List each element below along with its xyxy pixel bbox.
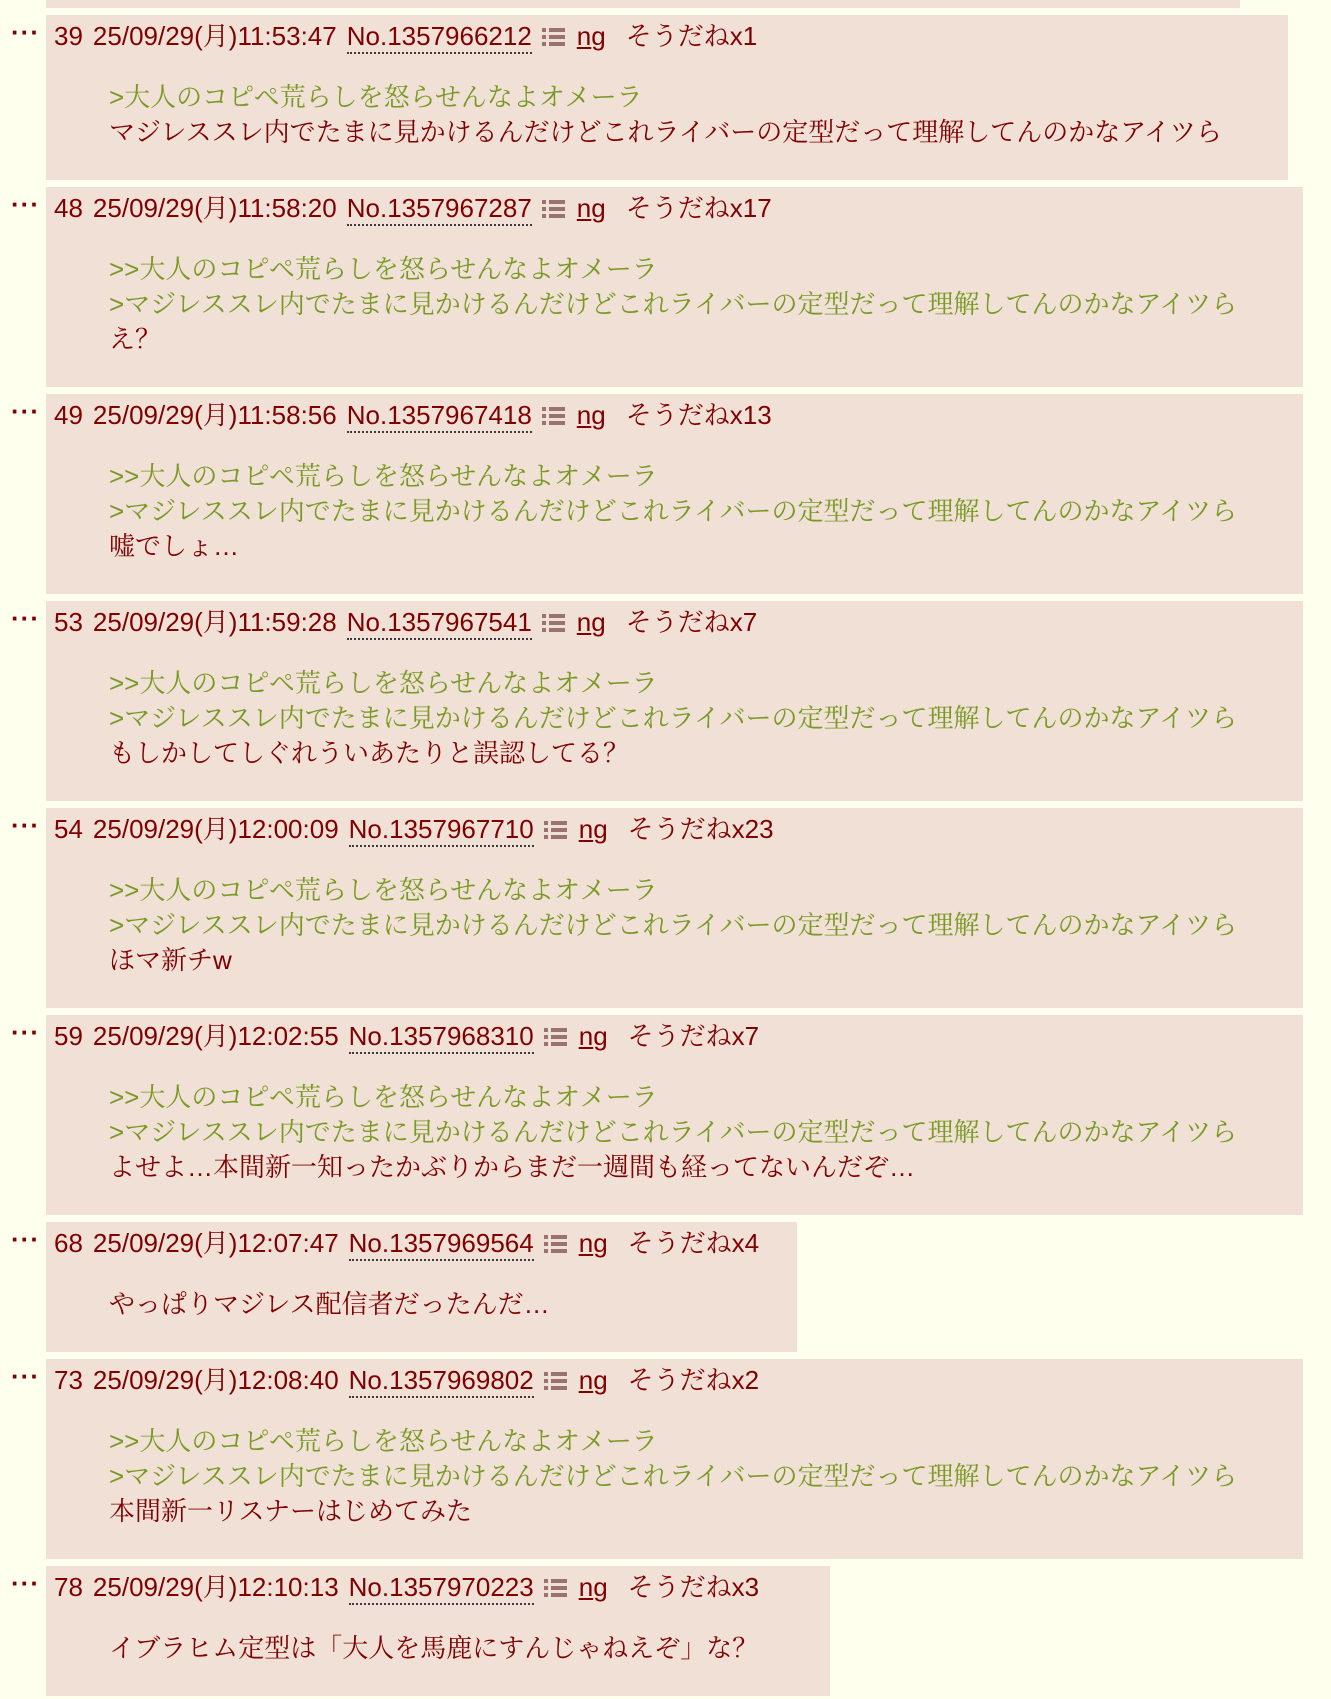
post-no-link[interactable]: No.1357968310: [349, 1021, 534, 1054]
post-body: [109, 459, 1295, 564]
quote-line: >マジレススレ内でたまに見かけるんだけどこれライバーの定型だって理解してんのかなアイツら: [109, 1117, 1238, 1147]
post-body: [109, 1080, 1295, 1185]
list-menu-icon[interactable]: [542, 611, 565, 630]
post-no-link[interactable]: No.1357966212: [347, 21, 532, 54]
post-number: 48: [54, 193, 83, 223]
post-number: 68: [54, 1228, 83, 1258]
quote-line: >>大人のコピペ荒らしを怒らせんなよオメーラ: [109, 875, 658, 905]
list-menu-icon[interactable]: [544, 1369, 567, 1388]
list-menu-icon[interactable]: [542, 25, 565, 44]
post-box: [46, 187, 1303, 387]
post-date: 25/09/29(月)11:53:47: [92, 21, 337, 51]
quote-line: >マジレススレ内でたまに見かけるんだけどこれライバーの定型だって理解してんのかなアイツら: [109, 496, 1238, 526]
post-number: 49: [54, 400, 83, 430]
body-line: ほマ新チw: [109, 945, 232, 975]
ng-link[interactable]: ng: [576, 21, 606, 51]
post-date: 25/09/29(月)12:00:09: [92, 814, 339, 844]
post-menu-dots[interactable]: ···: [11, 396, 40, 426]
body-line: マジレススレ内でたまに見かけるんだけどこれライバーの定型だって理解してんのかなアイツら: [109, 117, 1222, 147]
post: [0, 1222, 1331, 1352]
ng-link[interactable]: ng: [578, 1228, 608, 1258]
post-date: 25/09/29(月)11:58:20: [92, 193, 337, 223]
quote-line: >>大人のコピペ荒らしを怒らせんなよオメーラ: [109, 668, 658, 698]
post-header: [54, 605, 1295, 640]
post-body: [109, 666, 1295, 771]
post-list: [0, 15, 1331, 1696]
post: [0, 601, 1331, 801]
post-menu-dots[interactable]: ···: [11, 1361, 40, 1391]
post-header: [54, 812, 1295, 847]
post-box: [46, 1015, 1303, 1215]
quote-line: >>大人のコピペ荒らしを怒らせんなよオメーラ: [109, 254, 658, 284]
post-number: 53: [54, 607, 83, 637]
body-line: 嘘でしょ…: [109, 531, 240, 561]
post-header: [54, 1570, 822, 1605]
body-line: え？: [109, 324, 162, 354]
sodane-button[interactable]: そうだねx23: [627, 814, 774, 844]
ng-link[interactable]: ng: [576, 193, 606, 223]
list-menu-icon[interactable]: [544, 1025, 567, 1044]
post-number: 78: [54, 1572, 83, 1602]
ng-link[interactable]: ng: [578, 1365, 608, 1395]
post-date: 25/09/29(月)12:07:47: [92, 1228, 339, 1258]
list-menu-icon[interactable]: [542, 197, 565, 216]
post-header: [54, 398, 1295, 433]
post-box: [46, 394, 1303, 594]
post: [0, 1015, 1331, 1215]
list-menu-icon[interactable]: [544, 818, 567, 837]
post-box: [46, 808, 1303, 1008]
post-body: [109, 873, 1295, 978]
body-line: やっぱりマジレス配信者だったんだ…: [109, 1289, 550, 1319]
post-body: [109, 252, 1295, 357]
quote-line: >大人のコピペ荒らしを怒らせんなよオメーラ: [109, 82, 643, 112]
post-number: 73: [54, 1365, 83, 1395]
post-body: [109, 80, 1280, 150]
quote-line: >>大人のコピペ荒らしを怒らせんなよオメーラ: [109, 1082, 658, 1112]
sodane-button[interactable]: そうだねx2: [627, 1365, 760, 1395]
post-no-link[interactable]: No.1357969564: [349, 1228, 534, 1261]
post-menu-dots[interactable]: ···: [11, 810, 40, 840]
post-date: 25/09/29(月)11:58:56: [92, 400, 337, 430]
post-header: [54, 191, 1295, 226]
ng-link[interactable]: ng: [576, 607, 606, 637]
post-menu-dots[interactable]: ···: [11, 1568, 40, 1598]
post-no-link[interactable]: No.1357967287: [347, 193, 532, 226]
post-box: [46, 1222, 797, 1352]
post-menu-dots[interactable]: ···: [11, 189, 40, 219]
post-body: [109, 1631, 822, 1666]
post-header: [54, 19, 1280, 54]
post: [0, 15, 1331, 180]
post-no-link[interactable]: No.1357967541: [347, 607, 532, 640]
ng-link[interactable]: ng: [578, 1021, 608, 1051]
post-menu-dots[interactable]: ···: [11, 17, 40, 47]
post: [0, 187, 1331, 387]
quote-line: >マジレススレ内でたまに見かけるんだけどこれライバーの定型だって理解してんのかなアイツら: [109, 703, 1238, 733]
post-date: 25/09/29(月)12:02:55: [92, 1021, 339, 1051]
post: [0, 394, 1331, 594]
post-box: [46, 15, 1288, 180]
sodane-button[interactable]: そうだねx3: [627, 1572, 760, 1602]
post-number: 39: [54, 21, 83, 51]
post-number: 59: [54, 1021, 83, 1051]
ng-link[interactable]: ng: [578, 1572, 608, 1602]
sodane-button[interactable]: そうだねx1: [625, 21, 758, 51]
sodane-button[interactable]: そうだねx7: [627, 1021, 760, 1051]
post: [0, 1566, 1331, 1696]
body-line: 本間新一リスナーはじめてみた: [109, 1496, 472, 1526]
post-header: [54, 1226, 789, 1261]
post-body: [109, 1424, 1295, 1529]
body-line: もしかしてしぐれういあたりと誤認してる？: [109, 738, 630, 768]
quote-line: >マジレススレ内でたまに見かけるんだけどこれライバーの定型だって理解してんのかなアイツら: [109, 910, 1238, 940]
quote-line: >マジレススレ内でたまに見かけるんだけどこれライバーの定型だって理解してんのかなアイツら: [109, 1461, 1238, 1491]
post-no-link[interactable]: No.1357967418: [347, 400, 532, 433]
post-date: 25/09/29(月)12:08:40: [92, 1365, 339, 1395]
post-box: [46, 601, 1303, 801]
post-date: 25/09/29(月)12:10:13: [92, 1572, 339, 1602]
post-menu-dots[interactable]: ···: [11, 1017, 40, 1047]
post: [0, 1359, 1331, 1559]
quote-line: >>大人のコピペ荒らしを怒らせんなよオメーラ: [109, 461, 658, 491]
post-no-link[interactable]: No.1357969802: [349, 1365, 534, 1398]
list-menu-icon[interactable]: [542, 404, 565, 423]
sodane-button[interactable]: そうだねx17: [625, 193, 772, 223]
post-date: 25/09/29(月)11:59:28: [92, 607, 337, 637]
post-box: [46, 1566, 830, 1696]
post-box: [46, 1359, 1303, 1559]
list-menu-icon[interactable]: [544, 1576, 567, 1595]
post-header: [54, 1363, 1295, 1398]
sodane-button[interactable]: そうだねx13: [625, 400, 772, 430]
body-line: イブラヒム定型は「大人を馬鹿にすんじゃねえぞ」な？: [109, 1633, 759, 1663]
quote-line: >>大人のコピペ荒らしを怒らせんなよオメーラ: [109, 1426, 658, 1456]
ng-link[interactable]: ng: [576, 400, 606, 430]
list-menu-icon[interactable]: [544, 1232, 567, 1251]
previous-post-partial: [46, 0, 1240, 8]
post-menu-dots[interactable]: ···: [11, 1224, 40, 1254]
post-body: [109, 1287, 789, 1322]
quote-line: >マジレススレ内でたまに見かけるんだけどこれライバーの定型だって理解してんのかなアイツら: [109, 289, 1238, 319]
body-line: よせよ…本間新一知ったかぶりからまだ一週間も経ってないんだぞ…: [109, 1152, 916, 1182]
sodane-button[interactable]: そうだねx7: [625, 607, 758, 637]
post-no-link[interactable]: No.1357967710: [349, 814, 534, 847]
post: [0, 808, 1331, 1008]
ng-link[interactable]: ng: [578, 814, 608, 844]
sodane-button[interactable]: そうだねx4: [627, 1228, 760, 1258]
post-no-link[interactable]: No.1357970223: [349, 1572, 534, 1605]
post-menu-dots[interactable]: ···: [11, 603, 40, 633]
post-header: [54, 1019, 1295, 1054]
post-number: 54: [54, 814, 83, 844]
